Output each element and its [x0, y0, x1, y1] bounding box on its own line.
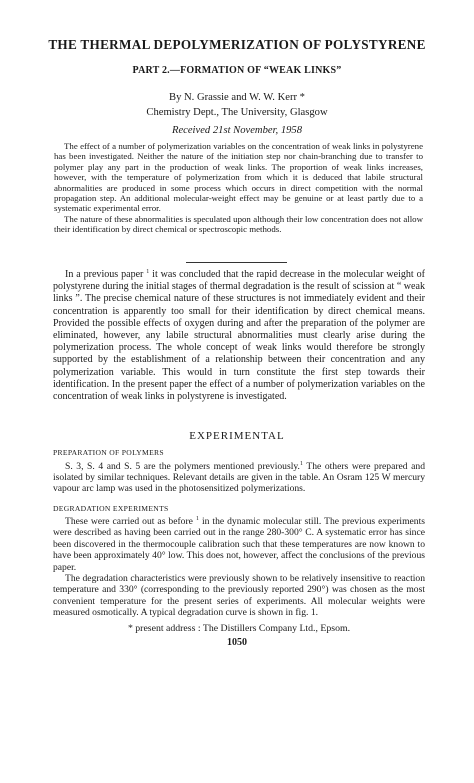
page-number: 1050: [227, 637, 247, 648]
paper-title: THE THERMAL DEPOLYMERIZATION OF POLYSTYRENE: [48, 37, 426, 52]
body-paragraph: The degradation characteristics were previously shown to be relatively insensitive to reaction temperature and 330° (corresponding to the previously reported 290°) was chosen as the most convenient temperature for the present series of experiments. All molecular weights were measured osmotically. A typical degradation curve is shown in fig. 1.: [53, 573, 425, 619]
reference-marker: 1: [146, 269, 150, 275]
footnote: * present address : The Distillers Company Ltd., Epsom.: [127, 623, 351, 634]
abstract-paragraph: The effect of a number of polymerization variables on the concentration of weak links in polystyrene has been investigated. Neither the nature of the initiation step nor chain-branching due to transfer to polymer play any part in the production of weak links. The proportion of weak links increases, however, with the temperature of polymerization from which it is deduced that labile structural abnormalities are produced in some process which occurs in direct competition with the normal propagation step. An additional molecular-weight effect may be genuine or at least partly due to a systematic experimental error.: [54, 141, 423, 214]
subsection-heading: DEGRADATION EXPERIMENTS: [53, 504, 169, 513]
divider: [186, 262, 287, 263]
intro-paragraph: In a previous paper $^1$ it was concluded that the rapid decrease in the molecular weight of polystyrene during the initial stages of thermal degradation is the result of scission at “ weak links ”. The precise chemical nature of these structures is not immediately evident and their concentration is apparently too small for their identification by direct chemical means. Provided the possible effects of oxygen during and after the preparation of the polymer are eliminated, however, any labile structural abnormalities must clearly arise during the polymerization process. The whole concept of weak links would therefore be strongly supported by the establishment of a relationship between their concentration and any polymerization variable. This would in turn constitute the first step towards their identification. In the present paper the effect of a number of polymerization variables on the concentration of weak links in polystyrene is investigated.: [53, 269, 425, 403]
paper-subtitle: PART 2.—FORMATION OF “WEAK LINKS”: [132, 65, 342, 76]
reference-marker: 1: [195, 516, 199, 522]
abstract-paragraph: The nature of these abnormalities is speculated upon although their low concentration does not allow their identification by direct chemical or spectroscopic methods.: [54, 213, 423, 235]
affiliation: Chemistry Dept., The University, Glasgow: [146, 107, 328, 118]
body-paragraph: S. 3, S. 4 and S. 5 are the polymers mentioned previously.$^1$ The others were prepared and isolated by similar techniques. Relevant details are given in the table. An Osram 125 W mercury vapour arc lamp was used in the photosensitized polymerizations.: [53, 461, 425, 495]
received-date: Received 21st November, 1958: [171, 125, 303, 136]
preparation-text: [53, 461, 425, 495]
section-heading: EXPERIMENTAL: [189, 430, 285, 442]
reference-marker: 1: [299, 461, 303, 467]
degradation-text: [53, 516, 425, 619]
body-paragraph: These were carried out as before $^1$ in the dynamic molecular still. The previous experiments were described as having been carried out in the range 280-300° C. A systematic error has since been discovered in the thermocouple calibration such that these temperatures are now known to have been approximately 40° low. This does not, however, affect the conclusions of the previous paper.: [53, 516, 425, 573]
introduction: [53, 269, 425, 403]
subsection-heading: PREPARATION OF POLYMERS: [53, 448, 164, 457]
authors: By N. Grassie and W. W. Kerr *: [169, 92, 305, 103]
abstract: [54, 141, 423, 235]
